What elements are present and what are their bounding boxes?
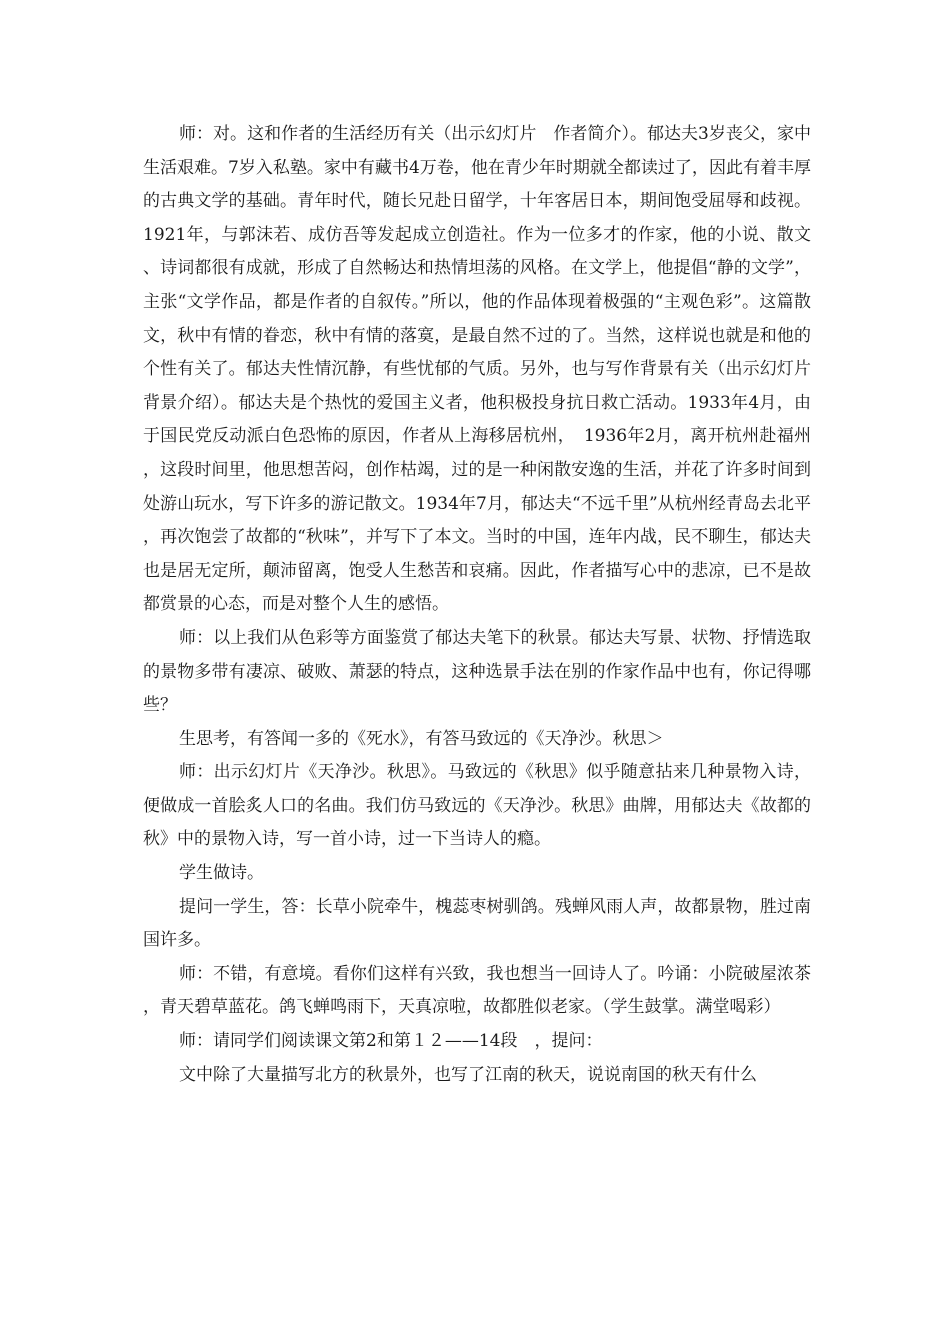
paragraph-teacher-question: 师：以上我们从色彩等方面鉴赏了郁达夫笔下的秋景。郁达夫写景、状物、抒情选取的景物多带有凄凉、破败、萧瑟的特点，这种选景手法在别的作家作品中也有，你记得哪些？ bbox=[143, 627, 811, 716]
paragraph-poem-task: 师：出示幻灯片《天净沙。秋思》。马致远的《秋思》似乎随意拈来几种景物入诗，便做成一首脍炙人口的名曲。我们仿马致远的《天净沙。秋思》曲牌，用郁达夫《故都的秋》中的景物入诗，写一首小诗，过一下当诗人的瘾。 bbox=[143, 762, 811, 850]
document-body bbox=[143, 118, 828, 1092]
paragraph-south-autumn-question: 文中除了大量描写北方的秋景外，也写了江南的秋天，说说南国的秋天有什么 bbox=[179, 1064, 757, 1085]
paragraph-student-poem: 提问一学生，答：长草小院牵牛，槐蕊枣树驯鸽。残蝉风雨人声，故都景物，胜过南国许多。 bbox=[143, 896, 811, 951]
paragraph-author-background: 师：对。这和作者的生活经历有关（出示幻灯片 作者简介）。郁达夫3岁丧父，家中生活艰难。7岁入私塾。家中有藏书4万卷，他在青少年时期就全都读过了，因此有着丰厚的古典文学的基础。青年时代，随长兄赴日留学，十年客居日本，期间饱受屈辱和歧视。1921年，与郭沫若、成仿吾等发起成立创造社。作为一位多才的作家，他的小说、散文、诗词都很有成就，形成了自然畅达和热情坦荡的风格。在文学上，他提倡“静的文学”，主张“文学作品，都是作者的自叙传。”所以，他的作品体现着极强的“主观色彩”。这篇散文，秋中有情的眷恋，秋中有情的落寞，是最自然不过的了。当然，这样说也就是和他的个性有关了。郁达夫性情沉静，有些忧郁的气质。另外，也与写作背景有关（出示幻灯片 背景介绍）。郁达夫是个热忱的爱国主义者，他积极投身抗日救亡活动。1933年4月，由于国民党反动派白色恐怖的原因，作者从上海移居杭州， 1936年2月，离开杭州赴福州，这段时间里，他思想苦闷，创作枯竭，过的是一种闲散安逸的生活，并花了许多时间到处游山玩水，写下许多的游记散文。1934年7月，郁达夫“不远千里”从杭州经青岛去北平，再次饱尝了故都的“秋味”，并写下了本文。当时的中国，连年内战，民不聊生，郁达夫也是居无定所，颠沛留离，饱受人生愁苦和哀痛。因此，作者描写心中的悲凉，已不是故都赏景的心态，而是对整个人生的感悟。 bbox=[143, 124, 828, 615]
paragraph-student-answer: 生思考，有答闻一多的《死水》，有答马致远的《天净沙。秋思＞ bbox=[179, 728, 664, 749]
paragraph-teacher-poem: 师：不错，有意境。看你们这样有兴致，我也想当一回诗人了。吟诵：小院破屋浓茶，青天碧草蓝花。鸽飞蝉鸣雨下，天真凉啦，故都胜似老家。（学生鼓掌。满堂喝彩） bbox=[143, 963, 811, 1018]
paragraph-reading-task: 师：请同学们阅读课文第2和第１２——14段 ，提问： bbox=[179, 1031, 603, 1052]
paragraph-students-write: 学生做诗。 bbox=[179, 863, 264, 884]
